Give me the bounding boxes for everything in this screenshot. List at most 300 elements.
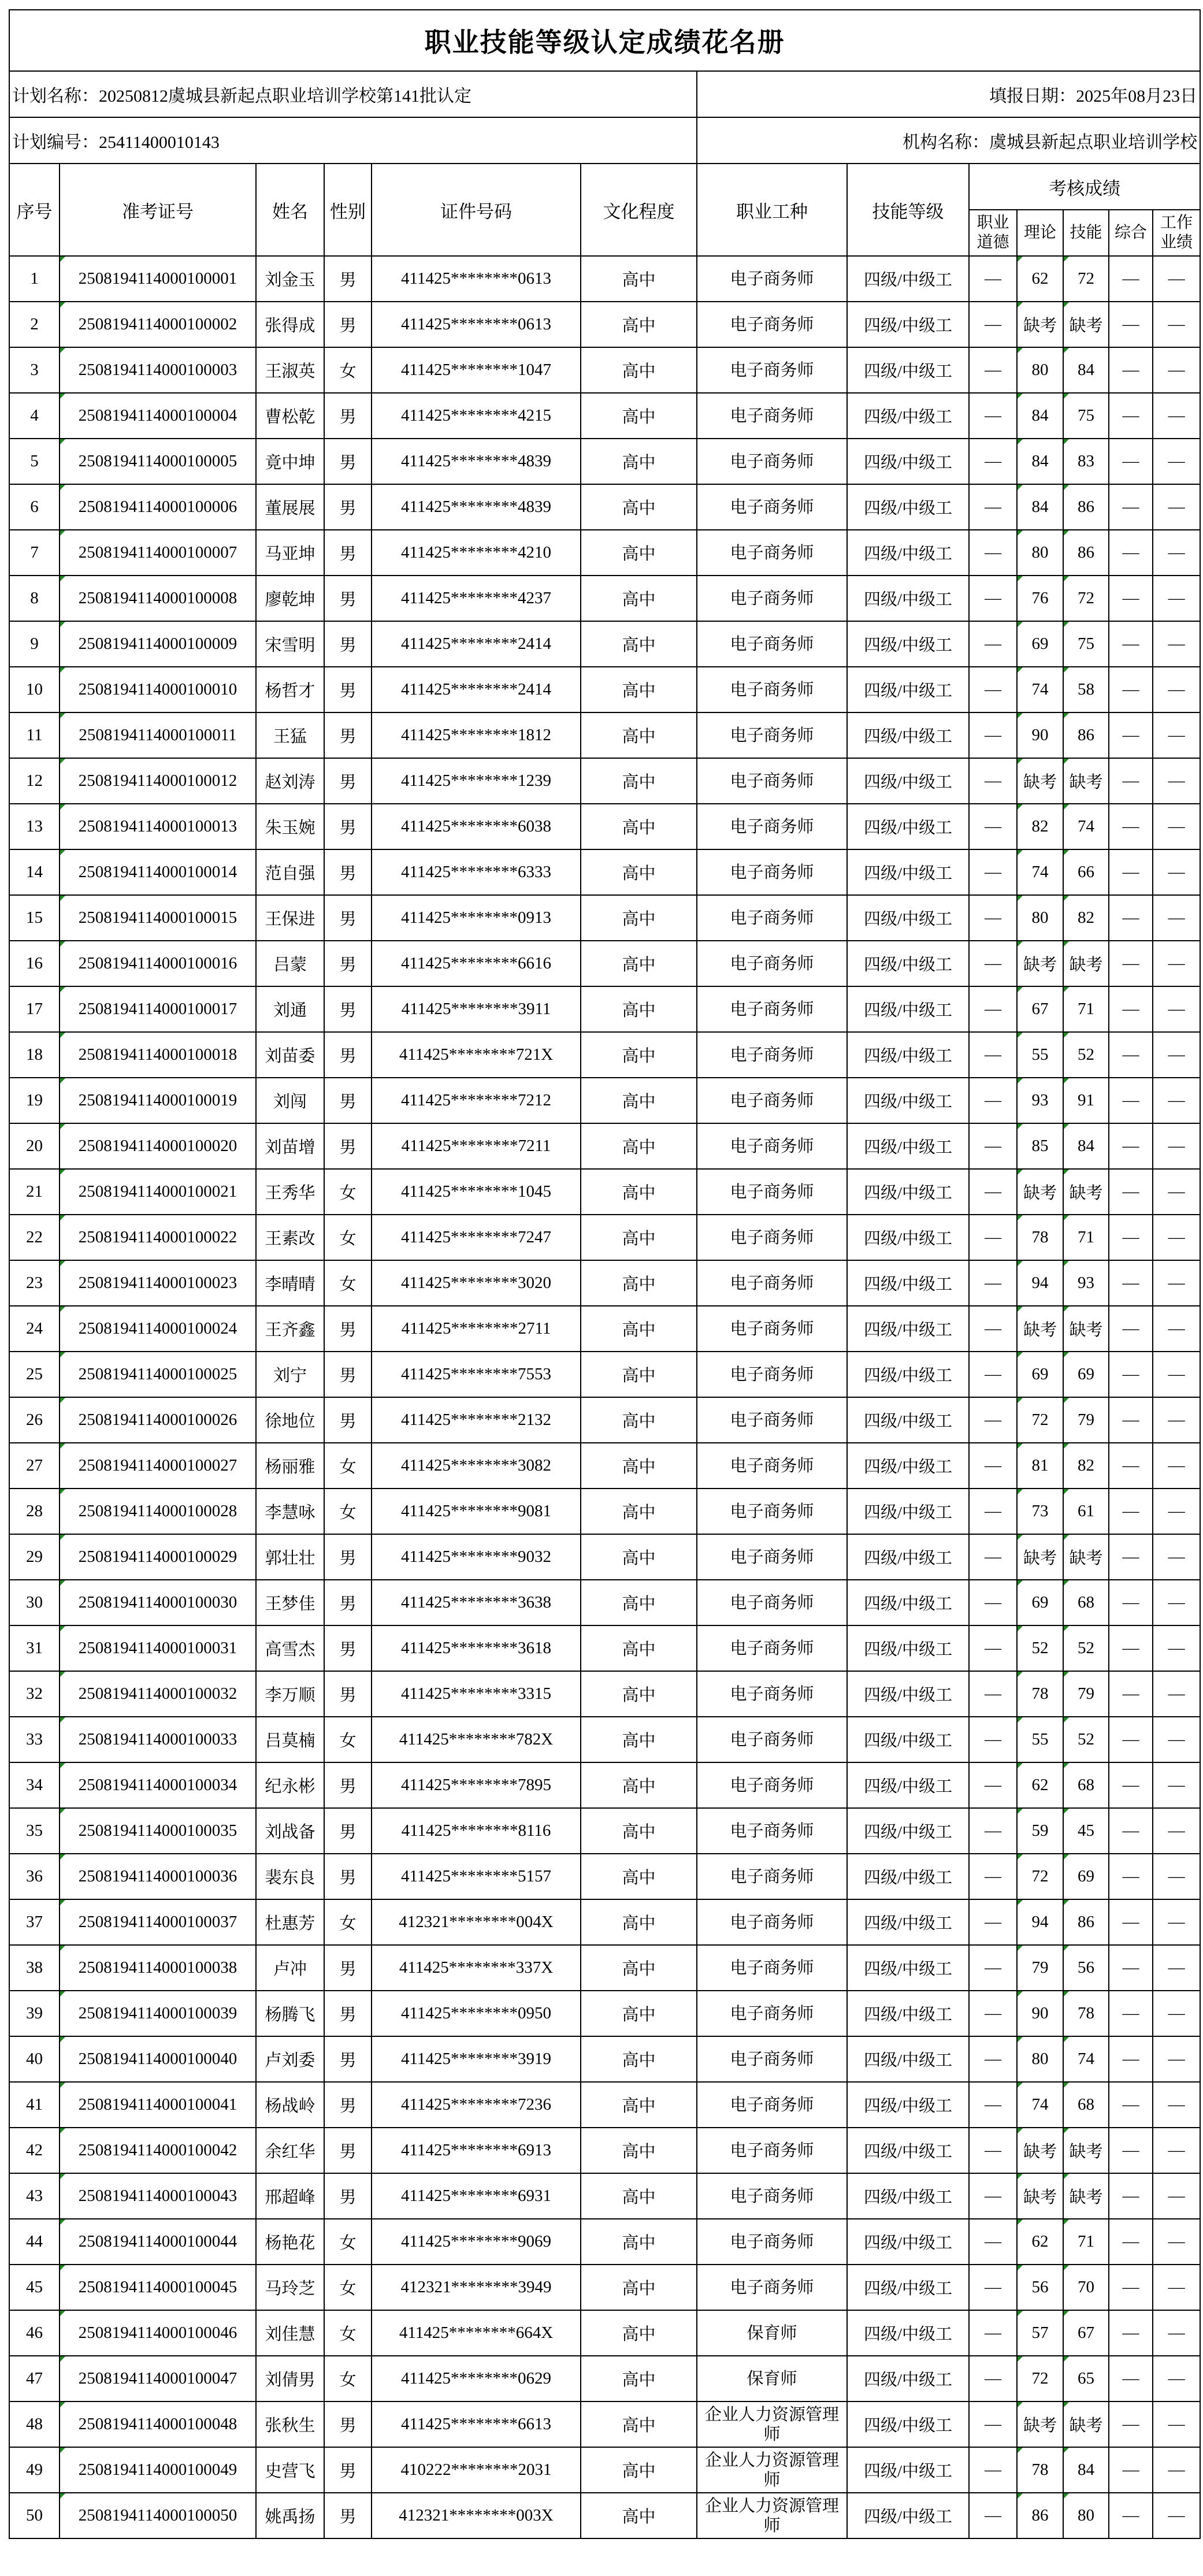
cell-skill-score: 68 [1063, 1762, 1109, 1808]
cell-performance-score: — [1153, 347, 1200, 393]
cell-performance-score: — [1153, 712, 1200, 758]
cell-theory-score: 84 [1017, 439, 1063, 484]
cell-id-no: 411425********1812 [372, 712, 581, 758]
cell-name: 姚禹扬 [256, 2493, 324, 2538]
cell-name: 纪永彬 [256, 1762, 324, 1808]
table-row [9, 484, 1200, 530]
cell-id-no: 411425********4215 [372, 393, 581, 439]
cell-id-no: 411425********0613 [372, 256, 581, 302]
cell-skill-score: 缺考 [1063, 758, 1109, 804]
cell-exam-no: 2508194114000100021 [60, 1169, 256, 1215]
cell-name: 马玲芝 [256, 2265, 324, 2310]
cell-exam-no: 2508194114000100028 [60, 1489, 256, 1534]
table-row [9, 941, 1200, 986]
cell-theory-score: 67 [1017, 986, 1063, 1032]
cell-ethics-score: — [969, 1352, 1017, 1397]
cell-education: 高中 [581, 2356, 697, 2401]
cell-skill-score: 缺考 [1063, 1534, 1109, 1580]
cell-theory-score: 80 [1017, 347, 1063, 393]
organization-name: 机构名称：虞城县新起点职业培训学校 [697, 117, 1200, 164]
table-row [9, 1808, 1200, 1854]
cell-performance-score: — [1153, 1397, 1200, 1443]
cell-overall-score: — [1109, 2493, 1153, 2538]
cell-theory-score: 85 [1017, 1123, 1063, 1169]
cell-occupation: 电子商务师 [697, 758, 847, 804]
cell-id-no: 411425********9032 [372, 1534, 581, 1580]
cell-exam-no: 2508194114000100010 [60, 667, 256, 712]
cell-education: 高中 [581, 941, 697, 986]
cell-occupation: 企业人力资源管理师 [697, 2493, 847, 2538]
cell-exam-no: 2508194114000100044 [60, 2219, 256, 2265]
cell-name: 曹松乾 [256, 393, 324, 439]
cell-skill-score: 71 [1063, 2219, 1109, 2265]
cell-ethics-score: — [969, 2036, 1017, 2082]
cell-overall-score: — [1109, 1991, 1153, 2036]
cell-name: 杜惠芳 [256, 1899, 324, 1945]
cell-id-no: 411425********3638 [372, 1580, 581, 1625]
header-scores: 考核成绩 [969, 164, 1200, 210]
cell-skill-score: 84 [1063, 2447, 1109, 2493]
cell-ethics-score: — [969, 1671, 1017, 1717]
cell-ethics-score: — [969, 941, 1017, 986]
cell-exam-no: 2508194114000100024 [60, 1306, 256, 1352]
cell-seq: 7 [9, 530, 60, 576]
cell-name: 刘倩男 [256, 2356, 324, 2401]
cell-theory-score: 76 [1017, 576, 1063, 621]
cell-overall-score: — [1109, 1534, 1153, 1580]
cell-overall-score: — [1109, 2128, 1153, 2173]
header-performance: 工作业绩 [1153, 210, 1200, 256]
cell-exam-no: 2508194114000100025 [60, 1352, 256, 1397]
header-skill: 技能 [1063, 210, 1109, 256]
cell-ethics-score: — [969, 1489, 1017, 1534]
cell-education: 高中 [581, 712, 697, 758]
cell-education: 高中 [581, 895, 697, 941]
cell-id-no: 411425********1045 [372, 1169, 581, 1215]
cell-gender: 女 [324, 1169, 372, 1215]
cell-overall-score: — [1109, 712, 1153, 758]
cell-exam-no: 2508194114000100007 [60, 530, 256, 576]
cell-occupation: 企业人力资源管理师 [697, 2447, 847, 2493]
table-row [9, 1854, 1200, 1899]
cell-exam-no: 2508194114000100042 [60, 2128, 256, 2173]
table-row [9, 1215, 1200, 1260]
cell-ethics-score: — [969, 2128, 1017, 2173]
cell-id-no: 411425********8116 [372, 1808, 581, 1854]
table-row [9, 347, 1200, 393]
cell-occupation: 电子商务师 [697, 986, 847, 1032]
cell-occupation: 电子商务师 [697, 2173, 847, 2219]
cell-theory-score: 93 [1017, 1078, 1063, 1123]
cell-performance-score: — [1153, 1580, 1200, 1625]
cell-level: 四级/中级工 [847, 1215, 969, 1260]
cell-occupation: 电子商务师 [697, 530, 847, 576]
cell-ethics-score: — [969, 758, 1017, 804]
cell-exam-no: 2508194114000100041 [60, 2082, 256, 2128]
cell-theory-score: 90 [1017, 1991, 1063, 2036]
cell-ethics-score: — [969, 895, 1017, 941]
cell-level: 四级/中级工 [847, 1671, 969, 1717]
cell-id-no: 411425********7553 [372, 1352, 581, 1397]
cell-occupation: 电子商务师 [697, 1625, 847, 1671]
cell-overall-score: — [1109, 2219, 1153, 2265]
cell-level: 四级/中级工 [847, 2082, 969, 2128]
cell-gender: 男 [324, 393, 372, 439]
cell-ethics-score: — [969, 712, 1017, 758]
cell-seq: 22 [9, 1215, 60, 1260]
cell-gender: 男 [324, 1123, 372, 1169]
cell-theory-score: 94 [1017, 1899, 1063, 1945]
cell-occupation: 电子商务师 [697, 1489, 847, 1534]
cell-gender: 女 [324, 1215, 372, 1260]
cell-performance-score: — [1153, 439, 1200, 484]
cell-seq: 35 [9, 1808, 60, 1854]
cell-seq: 20 [9, 1123, 60, 1169]
cell-occupation: 电子商务师 [697, 1991, 847, 2036]
cell-ethics-score: — [969, 1534, 1017, 1580]
cell-overall-score: — [1109, 895, 1153, 941]
cell-name: 杨丽雅 [256, 1443, 324, 1489]
cell-ethics-score: — [969, 1078, 1017, 1123]
cell-performance-score: — [1153, 2310, 1200, 2356]
cell-skill-score: 71 [1063, 1215, 1109, 1260]
table-row [9, 1945, 1200, 1991]
cell-theory-score: 缺考 [1017, 1534, 1063, 1580]
cell-id-no: 411425********1239 [372, 758, 581, 804]
cell-occupation: 电子商务师 [697, 2128, 847, 2173]
cell-gender: 女 [324, 347, 372, 393]
cell-seq: 43 [9, 2173, 60, 2219]
cell-education: 高中 [581, 986, 697, 1032]
cell-seq: 24 [9, 1306, 60, 1352]
cell-level: 四级/中级工 [847, 256, 969, 302]
table-row [9, 1078, 1200, 1123]
cell-skill-score: 58 [1063, 667, 1109, 712]
cell-skill-score: 72 [1063, 256, 1109, 302]
cell-theory-score: 80 [1017, 530, 1063, 576]
cell-seq: 33 [9, 1717, 60, 1762]
cell-occupation: 电子商务师 [697, 1032, 847, 1078]
cell-education: 高中 [581, 439, 697, 484]
cell-ethics-score: — [969, 1215, 1017, 1260]
cell-education: 高中 [581, 1580, 697, 1625]
cell-theory-score: 62 [1017, 1762, 1063, 1808]
header-exam-no: 准考证号 [60, 164, 256, 256]
table-row [9, 1443, 1200, 1489]
cell-skill-score: 52 [1063, 1032, 1109, 1078]
cell-theory-score: 缺考 [1017, 1169, 1063, 1215]
cell-seq: 38 [9, 1945, 60, 1991]
cell-exam-no: 2508194114000100015 [60, 895, 256, 941]
cell-education: 高中 [581, 1854, 697, 1899]
cell-performance-score: — [1153, 2493, 1200, 2538]
cell-education: 高中 [581, 1625, 697, 1671]
cell-exam-no: 2508194114000100039 [60, 1991, 256, 2036]
cell-theory-score: 缺考 [1017, 302, 1063, 347]
cell-performance-score: — [1153, 2265, 1200, 2310]
cell-seq: 30 [9, 1580, 60, 1625]
table-body [9, 256, 1200, 2538]
header-ethics: 职业道德 [969, 210, 1017, 256]
cell-exam-no: 2508194114000100029 [60, 1534, 256, 1580]
cell-gender: 男 [324, 1625, 372, 1671]
cell-seq: 34 [9, 1762, 60, 1808]
cell-name: 杨艳花 [256, 2219, 324, 2265]
cell-id-no: 411425********3020 [372, 1260, 581, 1306]
cell-exam-no: 2508194114000100045 [60, 2265, 256, 2310]
table-row [9, 1352, 1200, 1397]
cell-id-no: 411425********4237 [372, 576, 581, 621]
cell-gender: 女 [324, 1260, 372, 1306]
table-row [9, 1671, 1200, 1717]
cell-seq: 49 [9, 2447, 60, 2493]
cell-exam-no: 2508194114000100030 [60, 1580, 256, 1625]
cell-education: 高中 [581, 1534, 697, 1580]
cell-name: 杨战岭 [256, 2082, 324, 2128]
cell-exam-no: 2508194114000100035 [60, 1808, 256, 1854]
cell-theory-score: 74 [1017, 849, 1063, 895]
cell-id-no: 411425********3315 [372, 1671, 581, 1717]
cell-skill-score: 91 [1063, 1078, 1109, 1123]
cell-skill-score: 缺考 [1063, 1169, 1109, 1215]
cell-id-no: 411425********0629 [372, 2356, 581, 2401]
cell-skill-score: 75 [1063, 621, 1109, 667]
table-row [9, 530, 1200, 576]
cell-overall-score: — [1109, 347, 1153, 393]
cell-performance-score: — [1153, 1215, 1200, 1260]
header-occupation: 职业工种 [697, 164, 847, 256]
cell-theory-score: 缺考 [1017, 2128, 1063, 2173]
cell-name: 张得成 [256, 302, 324, 347]
cell-occupation: 电子商务师 [697, 484, 847, 530]
cell-exam-no: 2508194114000100023 [60, 1260, 256, 1306]
cell-skill-score: 68 [1063, 2082, 1109, 2128]
cell-education: 高中 [581, 576, 697, 621]
cell-level: 四级/中级工 [847, 758, 969, 804]
cell-theory-score: 84 [1017, 393, 1063, 439]
cell-gender: 男 [324, 302, 372, 347]
cell-education: 高中 [581, 2128, 697, 2173]
cell-name: 王素改 [256, 1215, 324, 1260]
cell-level: 四级/中级工 [847, 2128, 969, 2173]
cell-overall-score: — [1109, 986, 1153, 1032]
cell-name: 王淑英 [256, 347, 324, 393]
cell-education: 高中 [581, 2310, 697, 2356]
cell-name: 刘宁 [256, 1352, 324, 1397]
cell-occupation: 电子商务师 [697, 1123, 847, 1169]
cell-performance-score: — [1153, 2036, 1200, 2082]
cell-ethics-score: — [969, 1899, 1017, 1945]
cell-performance-score: — [1153, 1534, 1200, 1580]
cell-education: 高中 [581, 1762, 697, 1808]
table-row [9, 667, 1200, 712]
cell-ethics-score: — [969, 347, 1017, 393]
cell-name: 杨哲才 [256, 667, 324, 712]
cell-performance-score: — [1153, 1260, 1200, 1306]
cell-id-no: 411425********6038 [372, 804, 581, 849]
cell-level: 四级/中级工 [847, 2493, 969, 2538]
cell-exam-no: 2508194114000100032 [60, 1671, 256, 1717]
cell-theory-score: 94 [1017, 1260, 1063, 1306]
cell-theory-score: 79 [1017, 1945, 1063, 1991]
cell-skill-score: 74 [1063, 804, 1109, 849]
cell-exam-no: 2508194114000100020 [60, 1123, 256, 1169]
cell-skill-score: 45 [1063, 1808, 1109, 1854]
cell-exam-no: 2508194114000100036 [60, 1854, 256, 1899]
cell-theory-score: 69 [1017, 1352, 1063, 1397]
table-row [9, 712, 1200, 758]
cell-name: 徐地位 [256, 1397, 324, 1443]
cell-performance-score: — [1153, 1762, 1200, 1808]
cell-skill-score: 74 [1063, 2036, 1109, 2082]
table-row [9, 2493, 1200, 2538]
cell-gender: 女 [324, 1899, 372, 1945]
table-row [9, 1306, 1200, 1352]
cell-education: 高中 [581, 1078, 697, 1123]
cell-ethics-score: — [969, 804, 1017, 849]
cell-name: 余红华 [256, 2128, 324, 2173]
cell-performance-score: — [1153, 2128, 1200, 2173]
cell-seq: 46 [9, 2310, 60, 2356]
cell-performance-score: — [1153, 1352, 1200, 1397]
table-row [9, 2219, 1200, 2265]
cell-ethics-score: — [969, 1306, 1017, 1352]
cell-id-no: 411425********337X [372, 1945, 581, 1991]
cell-id-no: 412321********003X [372, 2493, 581, 2538]
cell-level: 四级/中级工 [847, 1854, 969, 1899]
plan-name: 计划名称：20250812虞城县新起点职业培训学校第141批认定 [9, 71, 697, 117]
cell-ethics-score: — [969, 621, 1017, 667]
cell-education: 高中 [581, 1215, 697, 1260]
cell-theory-score: 62 [1017, 2219, 1063, 2265]
table-row [9, 1534, 1200, 1580]
table-row [9, 1762, 1200, 1808]
cell-theory-score: 57 [1017, 2310, 1063, 2356]
cell-overall-score: — [1109, 1169, 1153, 1215]
cell-occupation: 电子商务师 [697, 1854, 847, 1899]
cell-occupation: 电子商务师 [697, 1215, 847, 1260]
cell-performance-score: — [1153, 1489, 1200, 1534]
cell-occupation: 电子商务师 [697, 1352, 847, 1397]
cell-occupation: 电子商务师 [697, 895, 847, 941]
cell-performance-score: — [1153, 1671, 1200, 1717]
cell-ethics-score: — [969, 2493, 1017, 2538]
cell-performance-score: — [1153, 849, 1200, 895]
cell-level: 四级/中级工 [847, 1534, 969, 1580]
cell-occupation: 电子商务师 [697, 302, 847, 347]
cell-seq: 45 [9, 2265, 60, 2310]
cell-skill-score: 79 [1063, 1671, 1109, 1717]
cell-gender: 男 [324, 1397, 372, 1443]
cell-id-no: 411425********9069 [372, 2219, 581, 2265]
cell-occupation: 企业人力资源管理师 [697, 2401, 847, 2447]
table-row [9, 1032, 1200, 1078]
cell-ethics-score: — [969, 667, 1017, 712]
cell-skill-score: 69 [1063, 1854, 1109, 1899]
cell-overall-score: — [1109, 1671, 1153, 1717]
cell-gender: 男 [324, 1671, 372, 1717]
cell-education: 高中 [581, 1352, 697, 1397]
cell-id-no: 411425********782X [372, 1717, 581, 1762]
cell-id-no: 411425********7236 [372, 2082, 581, 2128]
cell-performance-score: — [1153, 1625, 1200, 1671]
cell-gender: 男 [324, 1762, 372, 1808]
cell-seq: 11 [9, 712, 60, 758]
cell-theory-score: 78 [1017, 1671, 1063, 1717]
cell-occupation: 电子商务师 [697, 1534, 847, 1580]
cell-level: 四级/中级工 [847, 1945, 969, 1991]
cell-theory-score: 78 [1017, 1215, 1063, 1260]
cell-gender: 女 [324, 2310, 372, 2356]
cell-exam-no: 2508194114000100013 [60, 804, 256, 849]
cell-performance-score: — [1153, 530, 1200, 576]
cell-ethics-score: — [969, 439, 1017, 484]
cell-name: 卢刘委 [256, 2036, 324, 2082]
cell-gender: 男 [324, 1854, 372, 1899]
cell-ethics-score: — [969, 2356, 1017, 2401]
cell-level: 四级/中级工 [847, 1808, 969, 1854]
cell-skill-score: 缺考 [1063, 2173, 1109, 2219]
cell-occupation: 电子商务师 [697, 347, 847, 393]
table-row [9, 2310, 1200, 2356]
cell-name: 李慧咏 [256, 1489, 324, 1534]
cell-ethics-score: — [969, 1260, 1017, 1306]
cell-exam-no: 2508194114000100050 [60, 2493, 256, 2538]
cell-gender: 男 [324, 849, 372, 895]
cell-education: 高中 [581, 484, 697, 530]
cell-education: 高中 [581, 1945, 697, 1991]
cell-seq: 14 [9, 849, 60, 895]
table-row [9, 2036, 1200, 2082]
cell-name: 邢超峰 [256, 2173, 324, 2219]
cell-overall-score: — [1109, 1123, 1153, 1169]
cell-ethics-score: — [969, 484, 1017, 530]
cell-skill-score: 84 [1063, 347, 1109, 393]
cell-level: 四级/中级工 [847, 576, 969, 621]
cell-name: 竟中坤 [256, 439, 324, 484]
cell-exam-no: 2508194114000100012 [60, 758, 256, 804]
cell-name: 刘金玉 [256, 256, 324, 302]
table-row [9, 1260, 1200, 1306]
cell-ethics-score: — [969, 849, 1017, 895]
cell-seq: 28 [9, 1489, 60, 1534]
cell-theory-score: 52 [1017, 1625, 1063, 1671]
cell-theory-score: 69 [1017, 1580, 1063, 1625]
cell-overall-score: — [1109, 576, 1153, 621]
cell-skill-score: 缺考 [1063, 302, 1109, 347]
cell-seq: 18 [9, 1032, 60, 1078]
cell-performance-score: — [1153, 393, 1200, 439]
cell-skill-score: 93 [1063, 1260, 1109, 1306]
cell-id-no: 411425********3911 [372, 986, 581, 1032]
cell-exam-no: 2508194114000100008 [60, 576, 256, 621]
cell-performance-score: — [1153, 667, 1200, 712]
cell-exam-no: 2508194114000100009 [60, 621, 256, 667]
cell-gender: 男 [324, 667, 372, 712]
cell-seq: 32 [9, 1671, 60, 1717]
cell-theory-score: 缺考 [1017, 758, 1063, 804]
cell-level: 四级/中级工 [847, 347, 969, 393]
cell-overall-score: — [1109, 1215, 1153, 1260]
cell-overall-score: — [1109, 1580, 1153, 1625]
table-row [9, 1580, 1200, 1625]
cell-theory-score: 84 [1017, 484, 1063, 530]
cell-name: 王齐鑫 [256, 1306, 324, 1352]
cell-id-no: 411425********7247 [372, 1215, 581, 1260]
cell-gender: 男 [324, 1991, 372, 2036]
cell-id-no: 411425********2414 [372, 667, 581, 712]
cell-id-no: 411425********7211 [372, 1123, 581, 1169]
